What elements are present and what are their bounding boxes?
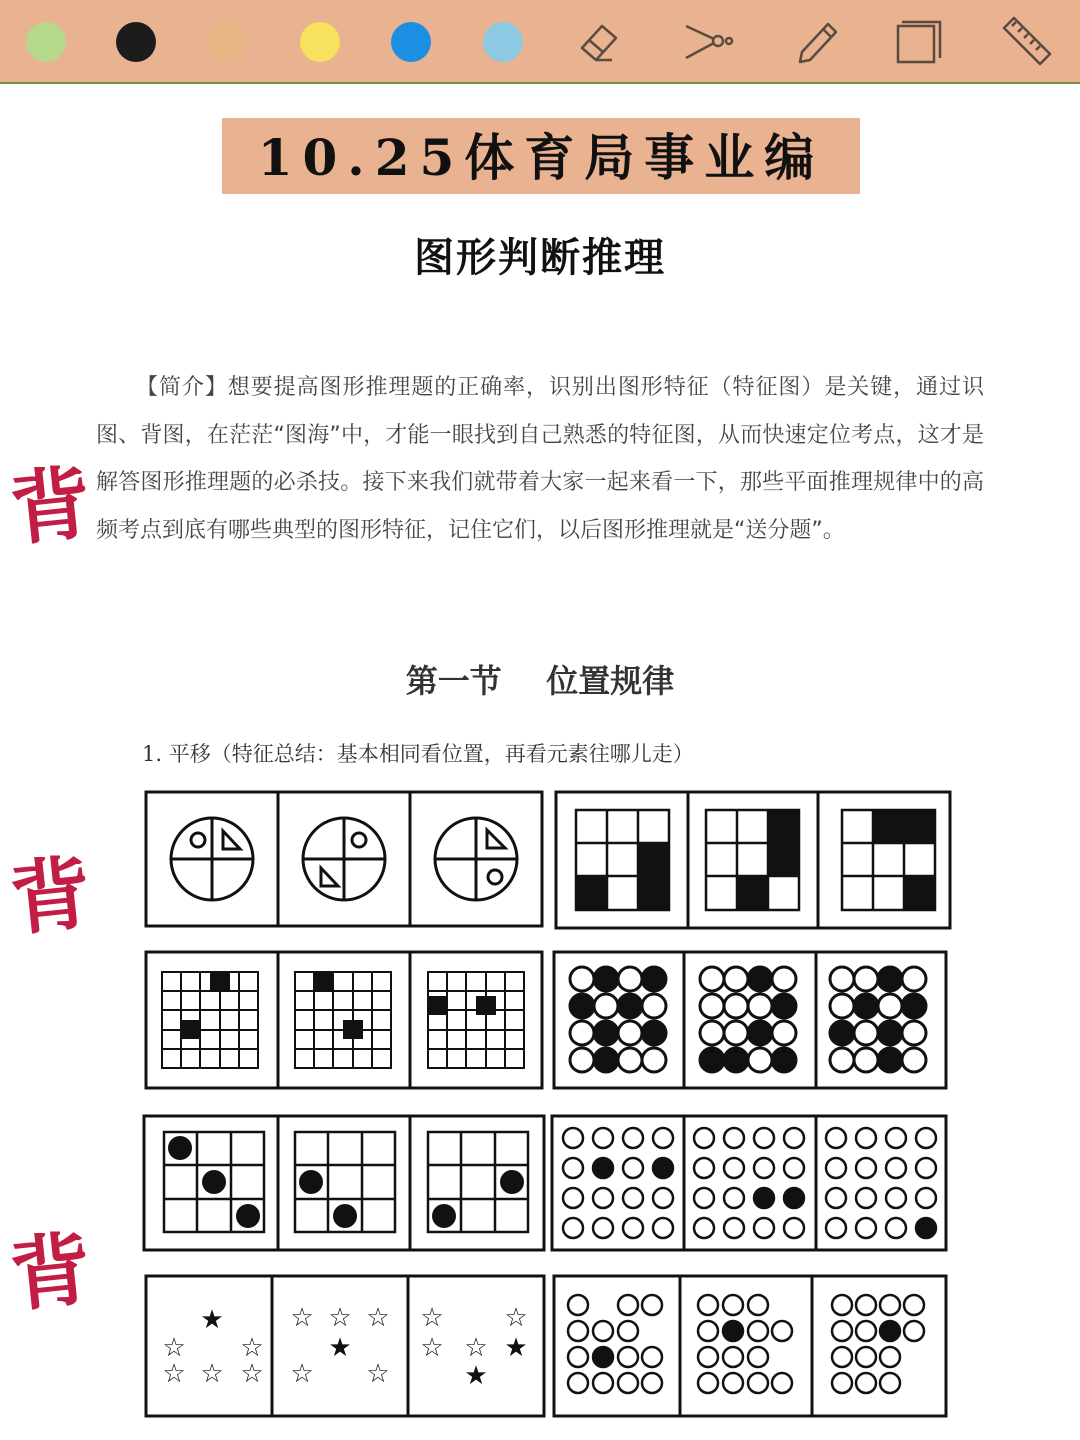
document-title: 10.25体育局事业编: [257, 128, 825, 187]
figure-panel-circle-sets: [554, 1276, 946, 1416]
svg-text:☆: ☆: [240, 1359, 264, 1389]
svg-text:☆: ☆: [366, 1303, 390, 1333]
svg-text:☆: ☆: [366, 1359, 390, 1389]
svg-text:☆: ☆: [290, 1303, 314, 1333]
figure-panel-circles: [146, 792, 542, 926]
figure-panel-small-circle-matrices: [552, 1116, 946, 1250]
svg-text:★: ★: [328, 1333, 352, 1363]
svg-text:☆: ☆: [420, 1303, 444, 1333]
svg-text:☆: ☆: [200, 1359, 224, 1389]
svg-text:☆: ☆: [328, 1303, 352, 1333]
star-glyphs: [162, 1303, 527, 1391]
figure-panel-block-grids: [556, 792, 950, 928]
svg-text:★: ★: [504, 1333, 528, 1363]
intro-paragraph: 【简介】想要提高图形推理题的正确率，识别出图形特征（特征图）是关键，通过识图、背图，在茫茫“图海”中，才能一眼找到自己熟悉的特征图，从而快速定位考点，这才是解答图形推理题的必杀技。接下来我们就带着大家一起来看一下，那些平面推理规律中的高频考点到底有哪些典型的图形特征，记住它们，以后图形推理就是“送分题”。: [96, 375, 984, 543]
svg-text:☆: ☆: [420, 1333, 444, 1363]
memorize-stamp: 背: [5, 845, 96, 947]
document-subtitle: 图形判断推理: [414, 234, 666, 281]
svg-text:★: ★: [200, 1305, 224, 1335]
figure-panel-5x5-grids: [146, 952, 542, 1088]
section-heading: 第一节 位置规律: [405, 662, 675, 700]
svg-text:☆: ☆: [240, 1333, 264, 1363]
rule-label-translation: 1. 平移（特征总结：基本相同看位置，再看元素往哪儿走）: [142, 742, 694, 766]
svg-text:☆: ☆: [162, 1333, 186, 1363]
svg-text:☆: ☆: [464, 1333, 488, 1363]
svg-text:☆: ☆: [162, 1359, 186, 1389]
figure-panel-circle-matrices: [554, 952, 946, 1088]
figure-panel-dot-grids: [144, 1116, 544, 1250]
memorize-stamp: 背: [5, 455, 96, 557]
memorize-stamp: 背: [5, 1221, 96, 1323]
svg-text:★: ★: [464, 1361, 488, 1391]
svg-text:☆: ☆: [504, 1303, 528, 1333]
svg-text:☆: ☆: [290, 1359, 314, 1389]
